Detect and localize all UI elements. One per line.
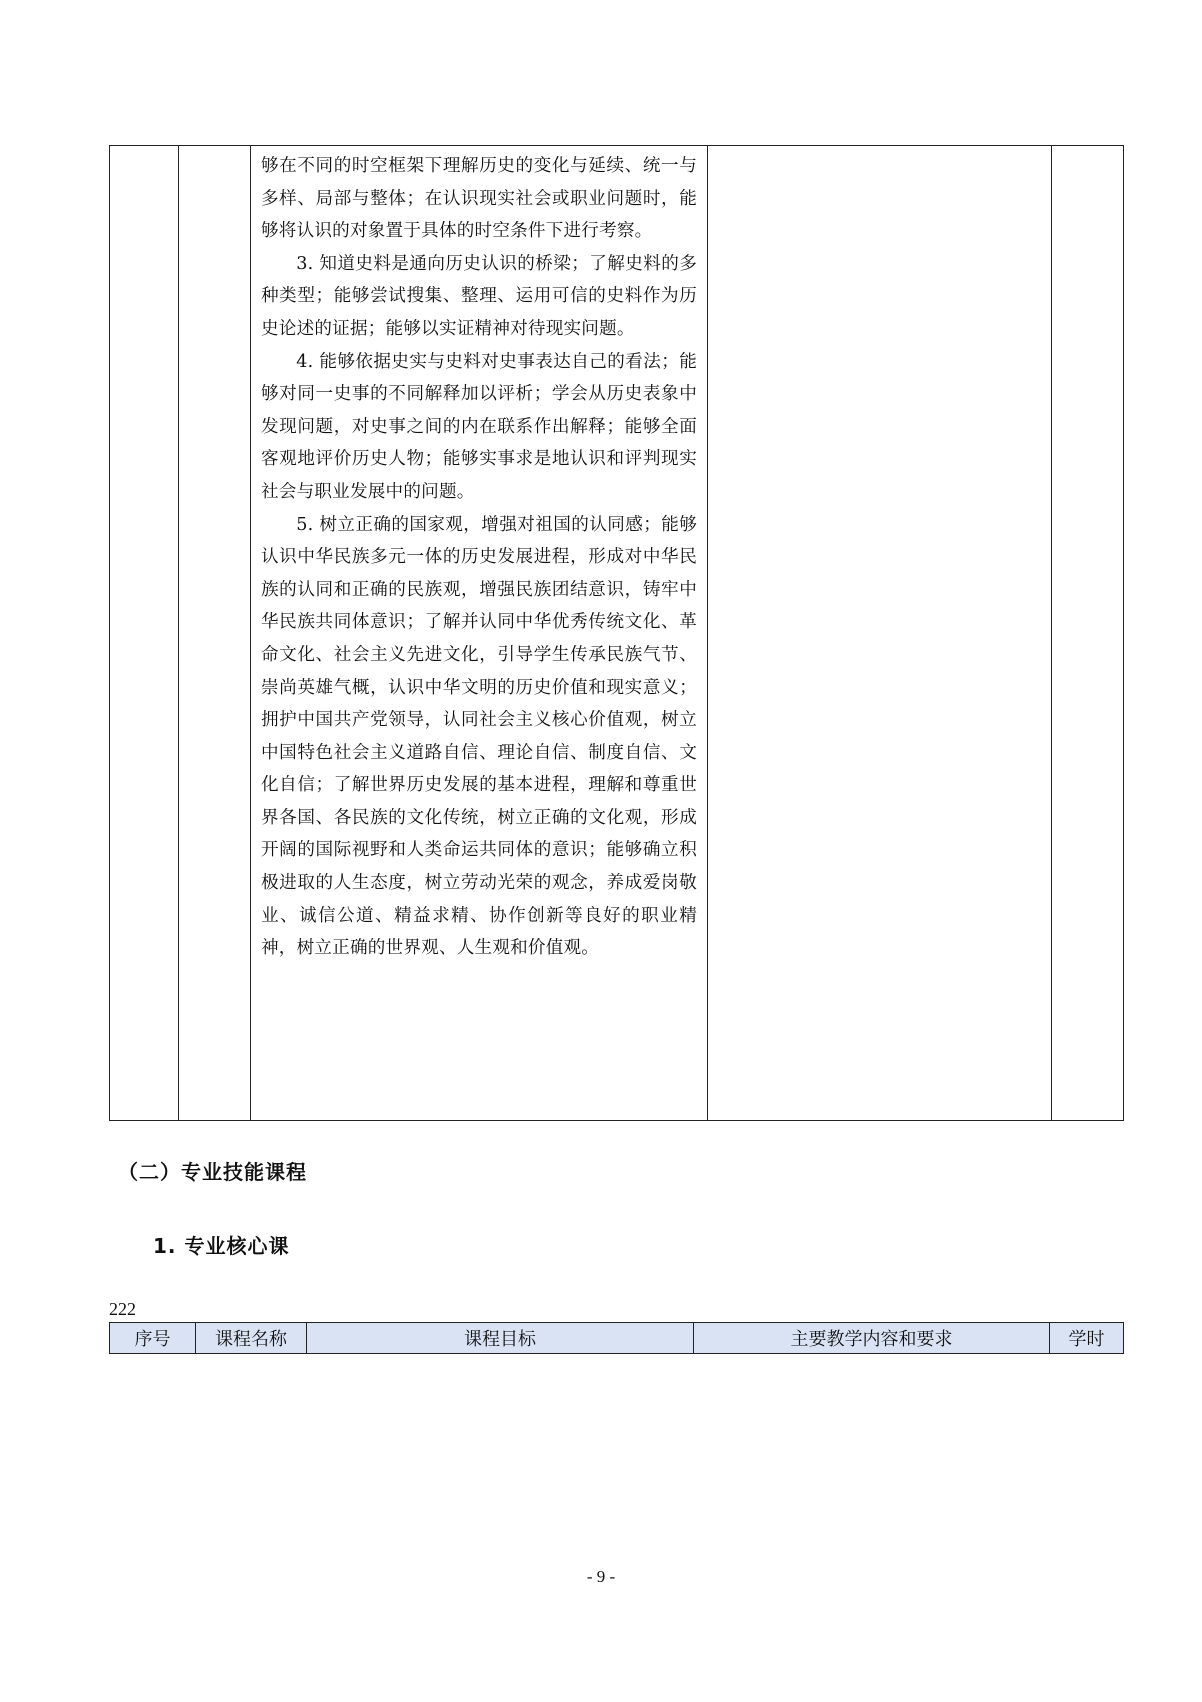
history-course-table-continuation: [109, 145, 1124, 1121]
serial-cell: [110, 146, 179, 1121]
goal-paragraph-3: 3. 知道史料是通向历史认识的桥梁；了解史料的多种类型；能够尝试搜集、整理、运用可信的史料作为历史论述的证据；能够以实证精神对待现实问题。: [261, 253, 697, 339]
goal-paragraph-continued: 够在不同的时空框架下理解历史的变化与延续、统一与多样、局部与整体；在认识现实社会或职业问题时，能够将认识的对象置于具体的时空条件下进行考察。: [261, 156, 697, 242]
core-course-table-header: [109, 1322, 1124, 1354]
page-number: - 9 -: [586, 1567, 616, 1586]
header-teaching-content: 主要教学内容和要求: [694, 1323, 1050, 1354]
table-row: [110, 146, 1124, 1121]
hours-cell: [1052, 146, 1124, 1121]
stray-number: 222: [109, 1299, 136, 1319]
goal-paragraph-5: 5. 树立正确的国家观，增强对祖国的认同感；能够认识中华民族多元一体的历史发展进程，形成对中华民族的认同和正确的民族观，增强民族团结意识，铸牢中华民族共同体意识；了解并认同中华优秀传统文化、革命文化、社会主义先进文化，引导学生传承民族气节、崇尚英雄气概，认识中华文明的历史价值和现实意义；拥护中国共产党领导，认同社会主义核心价值观，树立中国特色社会主义道路自信、理论自信、制度自信、文化自信；了解世界历史发展的基本进程，理解和尊重世界各国、各民族的文化传统，树立正确的文化观，形成开阔的国际视野和人类命运共同体的意识；能够确立积极进取的人生态度，树立劳动光荣的观念，养成爱岗敬业、诚信公道、精益求精、协作创新等良好的职业精神，树立正确的世界观、人生观和价值观。: [261, 514, 697, 959]
table-header-row: [110, 1323, 1124, 1354]
header-course-goal: 课程目标: [307, 1323, 694, 1354]
course-goal-cell: [251, 146, 708, 1121]
section-heading: （二）专业技能课程: [118, 1160, 307, 1184]
goal-paragraph-4: 4. 能够依据史实与史料对史事表达自己的看法；能够对同一史事的不同解释加以评析；学会从历史表象中发现问题，对史事之间的内在联系作出解释；能够全面客观地评价历史人物；能够实事求是地认识和评判现实社会与职业发展中的问题。: [261, 351, 697, 502]
header-serial: 序号: [110, 1323, 196, 1354]
sub-heading: 1. 专业核心课: [153, 1234, 290, 1258]
course-name-cell: [179, 146, 251, 1121]
content-requirements-cell: [708, 146, 1052, 1121]
header-course-name: 课程名称: [196, 1323, 307, 1354]
header-hours: 学时: [1050, 1323, 1124, 1354]
